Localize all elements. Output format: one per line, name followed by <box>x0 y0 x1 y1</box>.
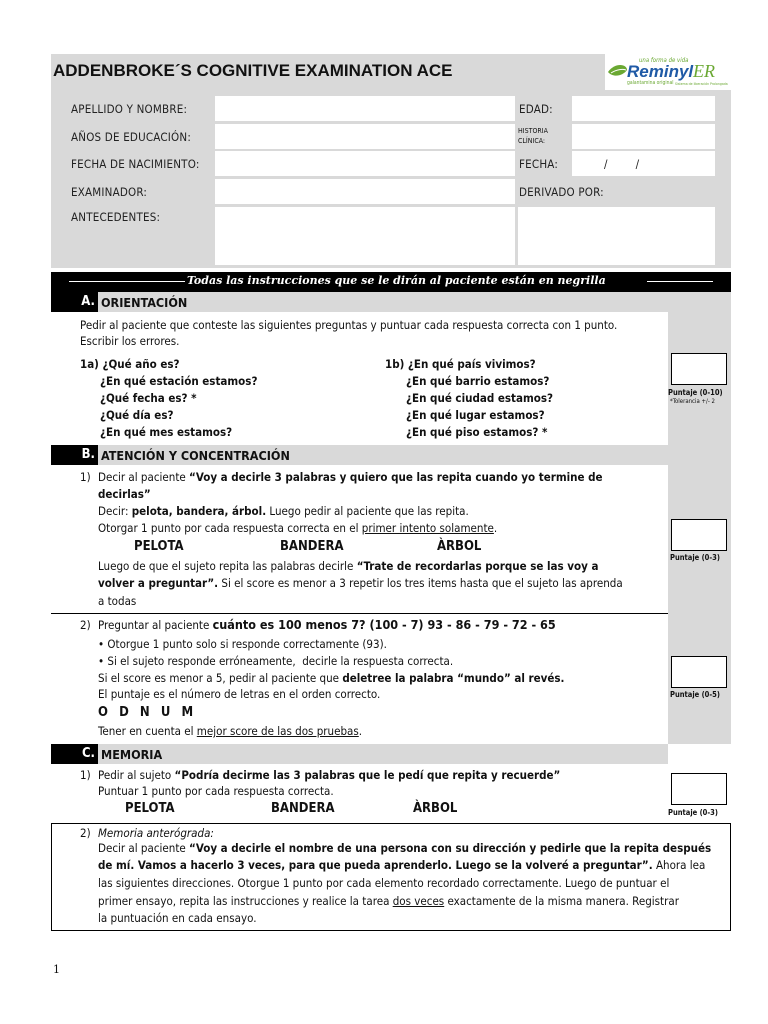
fecha-field[interactable] <box>572 151 715 176</box>
text-run: Decir al paciente <box>98 841 190 855</box>
logo-brand-suffix: ER <box>693 61 715 81</box>
orientation-question: ¿En qué piso estamos? * <box>406 425 548 439</box>
text-run: pelota, bandera, árbol. <box>131 504 267 518</box>
text-run: volver a preguntar”. <box>98 576 219 590</box>
attention-instruction <box>98 617 556 634</box>
score-box-serial-sevens[interactable] <box>671 656 727 688</box>
section-b-title: ATENCIÓN Y CONCENTRACIÓN <box>101 448 290 463</box>
fecha-nacimiento-field[interactable] <box>215 151 515 176</box>
attention-item-number: 1) <box>80 470 91 484</box>
edad-field[interactable] <box>572 96 715 121</box>
text-run: Tener en cuenta el <box>98 724 197 738</box>
attention-item-number: 2) <box>80 618 91 632</box>
memory-instruction <box>98 767 560 784</box>
text-run: Otorgue 1 punto solo si responde correctamente (93). <box>107 637 387 651</box>
text-run: Pedir al sujeto <box>98 768 175 782</box>
orientation-question: ¿En qué estación estamos? <box>100 374 258 388</box>
instructions-text: Todas las instrucciones que se le dirán al paciente están en negrilla <box>187 274 606 287</box>
word: BANDERA <box>280 539 344 554</box>
attention-instruction <box>98 558 598 575</box>
word: ÀRBOL <box>437 539 482 554</box>
orientation-question: 1a) ¿Qué año es? <box>80 357 180 371</box>
attention-instruction <box>98 469 603 486</box>
orientation-question: ¿Qué fecha es? * <box>100 391 197 405</box>
label-examinador: EXAMINADOR: <box>71 185 148 199</box>
logo-fine-print: Sistema de liberación Prolongada <box>675 82 728 86</box>
score-box-recall[interactable] <box>671 773 727 805</box>
reminyl-logo <box>605 54 731 90</box>
section-c-title: MEMORIA <box>101 747 163 762</box>
text-run: dos veces <box>392 894 445 908</box>
memory-instruction: las siguientes direcciones. Otorgue 1 punto por cada elemento recordado correctamente. Luego de puntuar el <box>98 876 670 890</box>
text-run: cuánto es 100 menos 7? (100 - 7) 93 - 86 - 79 - 72 - 65 <box>212 617 556 632</box>
orientation-question: ¿En qué barrio estamos? <box>406 374 550 388</box>
text-run: exactamente de la misma manera. Registrar <box>444 894 679 908</box>
section-c-letter: C. <box>51 744 98 764</box>
label-antecedentes: ANTECEDENTES: <box>71 210 161 224</box>
bar-rule-right <box>647 281 713 282</box>
attention-instruction: decirlas” <box>98 487 151 501</box>
historia-clinica-field[interactable] <box>572 124 715 149</box>
text-run: Decir: <box>98 504 132 518</box>
memory-instruction <box>98 857 705 874</box>
fecha-slashes: / / <box>604 157 640 171</box>
orientation-question: ¿En qué lugar estamos? <box>406 408 545 422</box>
examinador-field[interactable] <box>215 179 515 204</box>
score-label: Puntaje (0-3) <box>670 553 720 562</box>
attention-instruction <box>98 575 623 592</box>
logo-subtitle: galantamina original <box>627 80 674 86</box>
score-label: Puntaje (0-3) <box>668 808 718 817</box>
text-run: Preguntar al paciente <box>98 618 213 632</box>
divider <box>51 613 668 614</box>
apellido-field[interactable] <box>215 96 515 121</box>
section-b-letter: B. <box>51 445 98 465</box>
attention-instruction: El puntaje es el número de letras en el orden correcto. <box>98 687 381 701</box>
text-run: deletree la palabra “mundo” al revés. <box>342 671 565 685</box>
orientation-question: ¿Qué día es? <box>100 408 174 422</box>
word: ÀRBOL <box>413 801 458 816</box>
word: BANDERA <box>271 801 335 816</box>
text-run: Decir al paciente <box>98 470 190 484</box>
memory-subtitle: Memoria anterógrada: <box>98 826 214 840</box>
text-run: “Podría decirme las 3 palabras que le pedí que repita y recuerde” <box>174 768 561 782</box>
text-run: primer intento solamente <box>361 521 494 535</box>
text-run: Si el score es menor a 5, pedir al paciente que <box>98 671 343 685</box>
score-box-registration[interactable] <box>671 519 727 551</box>
attention-instruction: a todas <box>98 594 137 608</box>
tolerance-note: *Tolerancia +/- 2 <box>670 398 715 405</box>
text-run: primer ensayo, repita las instrucciones y realice la tarea <box>98 894 393 908</box>
instructions-bar <box>51 272 731 292</box>
bar-rule-left <box>69 281 185 282</box>
text-run: Luego de que el sujeto repita las palabras decirle <box>98 559 357 573</box>
memory-instruction <box>98 840 711 857</box>
score-box-orientation[interactable] <box>671 353 727 385</box>
orientation-question: ¿En qué mes estamos? <box>100 425 233 439</box>
text-run: “Trate de recordarlas porque se las voy a <box>356 559 599 573</box>
memory-instruction: Puntuar 1 punto por cada respuesta correcta. <box>98 784 334 798</box>
text-run: mejor score de las dos pruebas <box>196 724 359 738</box>
anos-educacion-field[interactable] <box>215 124 515 149</box>
logo-tagline: una forma de vida <box>639 57 689 64</box>
attention-instruction <box>98 670 564 687</box>
page-title: ADDENBROKE´S COGNITIVE EXAMINATION ACE <box>53 61 453 80</box>
label-derivado-por: DERIVADO POR: <box>519 185 604 199</box>
derivado-por-field[interactable] <box>518 207 715 265</box>
text-run: de mí. Vamos a hacerlo 3 veces, para que pueda aprenderlo. Luego se la volveré a preguntar”. <box>98 858 653 872</box>
bullet-item: • Otorgue 1 punto solo si responde correctamente (93). <box>98 637 387 651</box>
section-a-title: ORIENTACIÓN <box>101 295 188 310</box>
text-run: Si el sujeto responde erróneamente, decirle la respuesta correcta. <box>107 654 454 668</box>
page-number: 1 <box>53 963 60 976</box>
score-label: Puntaje (0-10) <box>668 388 723 397</box>
label-historia-clinica <box>518 126 548 146</box>
orientation-intro-1: Pedir al paciente que conteste las siguientes preguntas y puntuar cada respuesta correcta con 1 punto. <box>80 318 618 332</box>
label-fecha-nacimiento: FECHA DE NACIMIENTO: <box>71 157 200 171</box>
text-run: Otorgar 1 punto por cada respuesta correcta en el <box>98 521 362 535</box>
label-edad: EDAD: <box>519 102 553 116</box>
word: PELOTA <box>134 539 184 554</box>
memory-instruction: la puntuación en cada ensayo. <box>98 911 257 925</box>
logo-brand: Reminyl <box>627 62 694 81</box>
label-historia-2: CLÍNICA: <box>518 137 546 145</box>
text-run: Luego pedir al paciente que las repita. <box>266 504 469 518</box>
orientation-question: ¿En qué ciudad estamos? <box>406 391 554 405</box>
text-run: Ahora lea <box>652 858 706 872</box>
memory-instruction <box>98 893 679 910</box>
bullet-item: • Si el sujeto responde erróneamente, decirle la respuesta correcta. <box>98 654 454 668</box>
label-anos-educacion: AÑOS DE EDUCACIÓN: <box>71 130 192 144</box>
text-run: “Voy a decirle 3 palabras y quiero que las repita cuando yo termine de <box>189 470 603 484</box>
word: PELOTA <box>125 801 175 816</box>
attention-instruction <box>98 503 469 520</box>
text-run: Si el score es menor a 3 repetir los tres items hasta que el sujeto las aprenda <box>218 576 623 590</box>
label-apellido: APELLIDO Y NOMBRE: <box>71 102 188 116</box>
orientation-question: 1b) ¿En qué país vivimos? <box>385 357 536 371</box>
attention-instruction <box>98 520 497 537</box>
text-run: . <box>358 724 363 738</box>
text-run: “Voy a decirle el nombre de una persona con su dirección y pedirle que la repita después <box>189 841 712 855</box>
text-run: . <box>493 521 498 535</box>
label-historia-1: HISTORIA <box>518 127 548 135</box>
section-a-letter: A. <box>51 292 98 312</box>
antecedentes-field[interactable] <box>215 207 515 265</box>
attention-instruction <box>98 723 362 740</box>
orientation-intro-2: Escribir los errores. <box>80 334 180 348</box>
memory-item-number: 1) <box>80 768 91 782</box>
mundo-reversed: O D N U M <box>98 705 195 720</box>
score-label: Puntaje (0-5) <box>670 690 720 699</box>
label-fecha: FECHA: <box>519 157 559 171</box>
memory-item-number: 2) <box>80 826 91 840</box>
